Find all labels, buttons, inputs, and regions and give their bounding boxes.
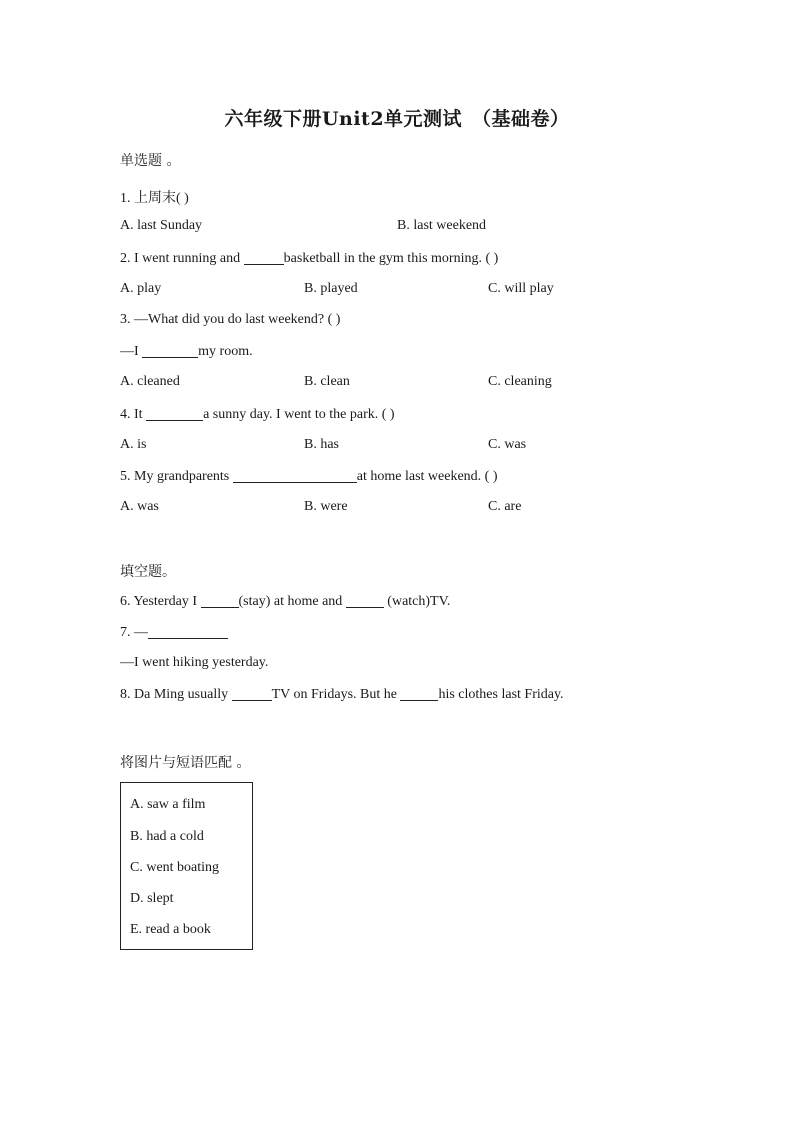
answer-blank — [346, 593, 384, 608]
question-5-option-b: B. were — [304, 499, 348, 514]
question-4-option-c: C. was — [488, 437, 527, 452]
question-8-stem-post: his clothes last Friday. — [438, 687, 564, 702]
question-7-line2: —I went hiking yesterday. — [120, 655, 269, 670]
question-4-option-b: B. has — [304, 437, 339, 452]
answer-blank — [400, 686, 438, 701]
question-8-stem — [120, 686, 564, 703]
question-5-stem — [120, 468, 498, 485]
phrase-item-e: E. read a book — [130, 922, 211, 937]
section-heading-single-choice: 单选题 。 — [120, 153, 181, 169]
answer-blank — [244, 250, 284, 265]
question-2-option-c: C. will play — [488, 281, 554, 296]
section-heading-fill-blank: 填空题。 — [120, 564, 176, 580]
question-3-option-c: C. cleaning — [488, 374, 552, 389]
question-6-stem-pre: 6. Yesterday I — [120, 594, 201, 609]
answer-blank — [146, 406, 203, 421]
question-2-stem — [120, 250, 498, 267]
question-3-line2 — [120, 343, 253, 360]
question-1-option-b: B. last weekend — [397, 218, 487, 233]
phrase-item-d: D. slept — [130, 891, 174, 906]
question-3-option-a: A. cleaned — [120, 374, 180, 389]
question-4-stem-pre: 4. It — [120, 407, 147, 422]
question-7-stem-pre: 7. — — [120, 625, 148, 640]
question-5-stem-post: at home last weekend. ( ) — [356, 469, 498, 484]
question-2-option-b: B. played — [304, 281, 358, 296]
question-5-option-c: C. are — [488, 499, 522, 514]
question-2-stem-post: basketball in the gym this morning. ( ) — [283, 251, 499, 266]
answer-blank — [142, 343, 198, 358]
answer-blank — [233, 468, 357, 483]
section-heading-matching: 将图片与短语匹配 。 — [120, 755, 251, 771]
question-4-option-a: A. is — [120, 437, 147, 452]
question-2-stem-pre: 2. I went running and — [120, 251, 244, 266]
question-1-stem: 1. 上周末( ) — [120, 191, 189, 206]
question-3-line2-pre: —I — [120, 344, 143, 359]
question-8-stem-pre: 8. Da Ming usually — [120, 687, 232, 702]
question-1-option-a: A. last Sunday — [120, 218, 203, 233]
question-8-stem-mid: TV on Fridays. But he — [271, 687, 401, 702]
question-2-option-a: A. play — [120, 281, 162, 296]
question-6-stem — [120, 593, 450, 610]
answer-blank — [232, 686, 272, 701]
answer-blank — [148, 624, 228, 639]
answer-blank — [201, 593, 239, 608]
phrase-box — [120, 782, 253, 950]
phrase-item-a: A. saw a film — [130, 797, 206, 812]
page-title: 六年级下册Unit2单元测试 （基础卷） — [224, 108, 570, 130]
question-6-stem-mid: (stay) at home and — [238, 594, 346, 609]
question-5-stem-pre: 5. My grandparents — [120, 469, 233, 484]
question-3-stem: 3. —What did you do last weekend? ( ) — [120, 312, 341, 327]
question-7-stem — [120, 624, 228, 641]
question-4-stem-post: a sunny day. I went to the park. ( ) — [203, 407, 395, 422]
question-4-stem — [120, 406, 395, 423]
question-5-option-a: A. was — [120, 499, 159, 514]
phrase-item-b: B. had a cold — [130, 829, 204, 844]
question-3-option-b: B. clean — [304, 374, 350, 389]
question-3-line2-post: my room. — [198, 344, 253, 359]
question-6-stem-post: (watch)TV. — [383, 594, 451, 609]
phrase-item-c: C. went boating — [130, 860, 220, 875]
